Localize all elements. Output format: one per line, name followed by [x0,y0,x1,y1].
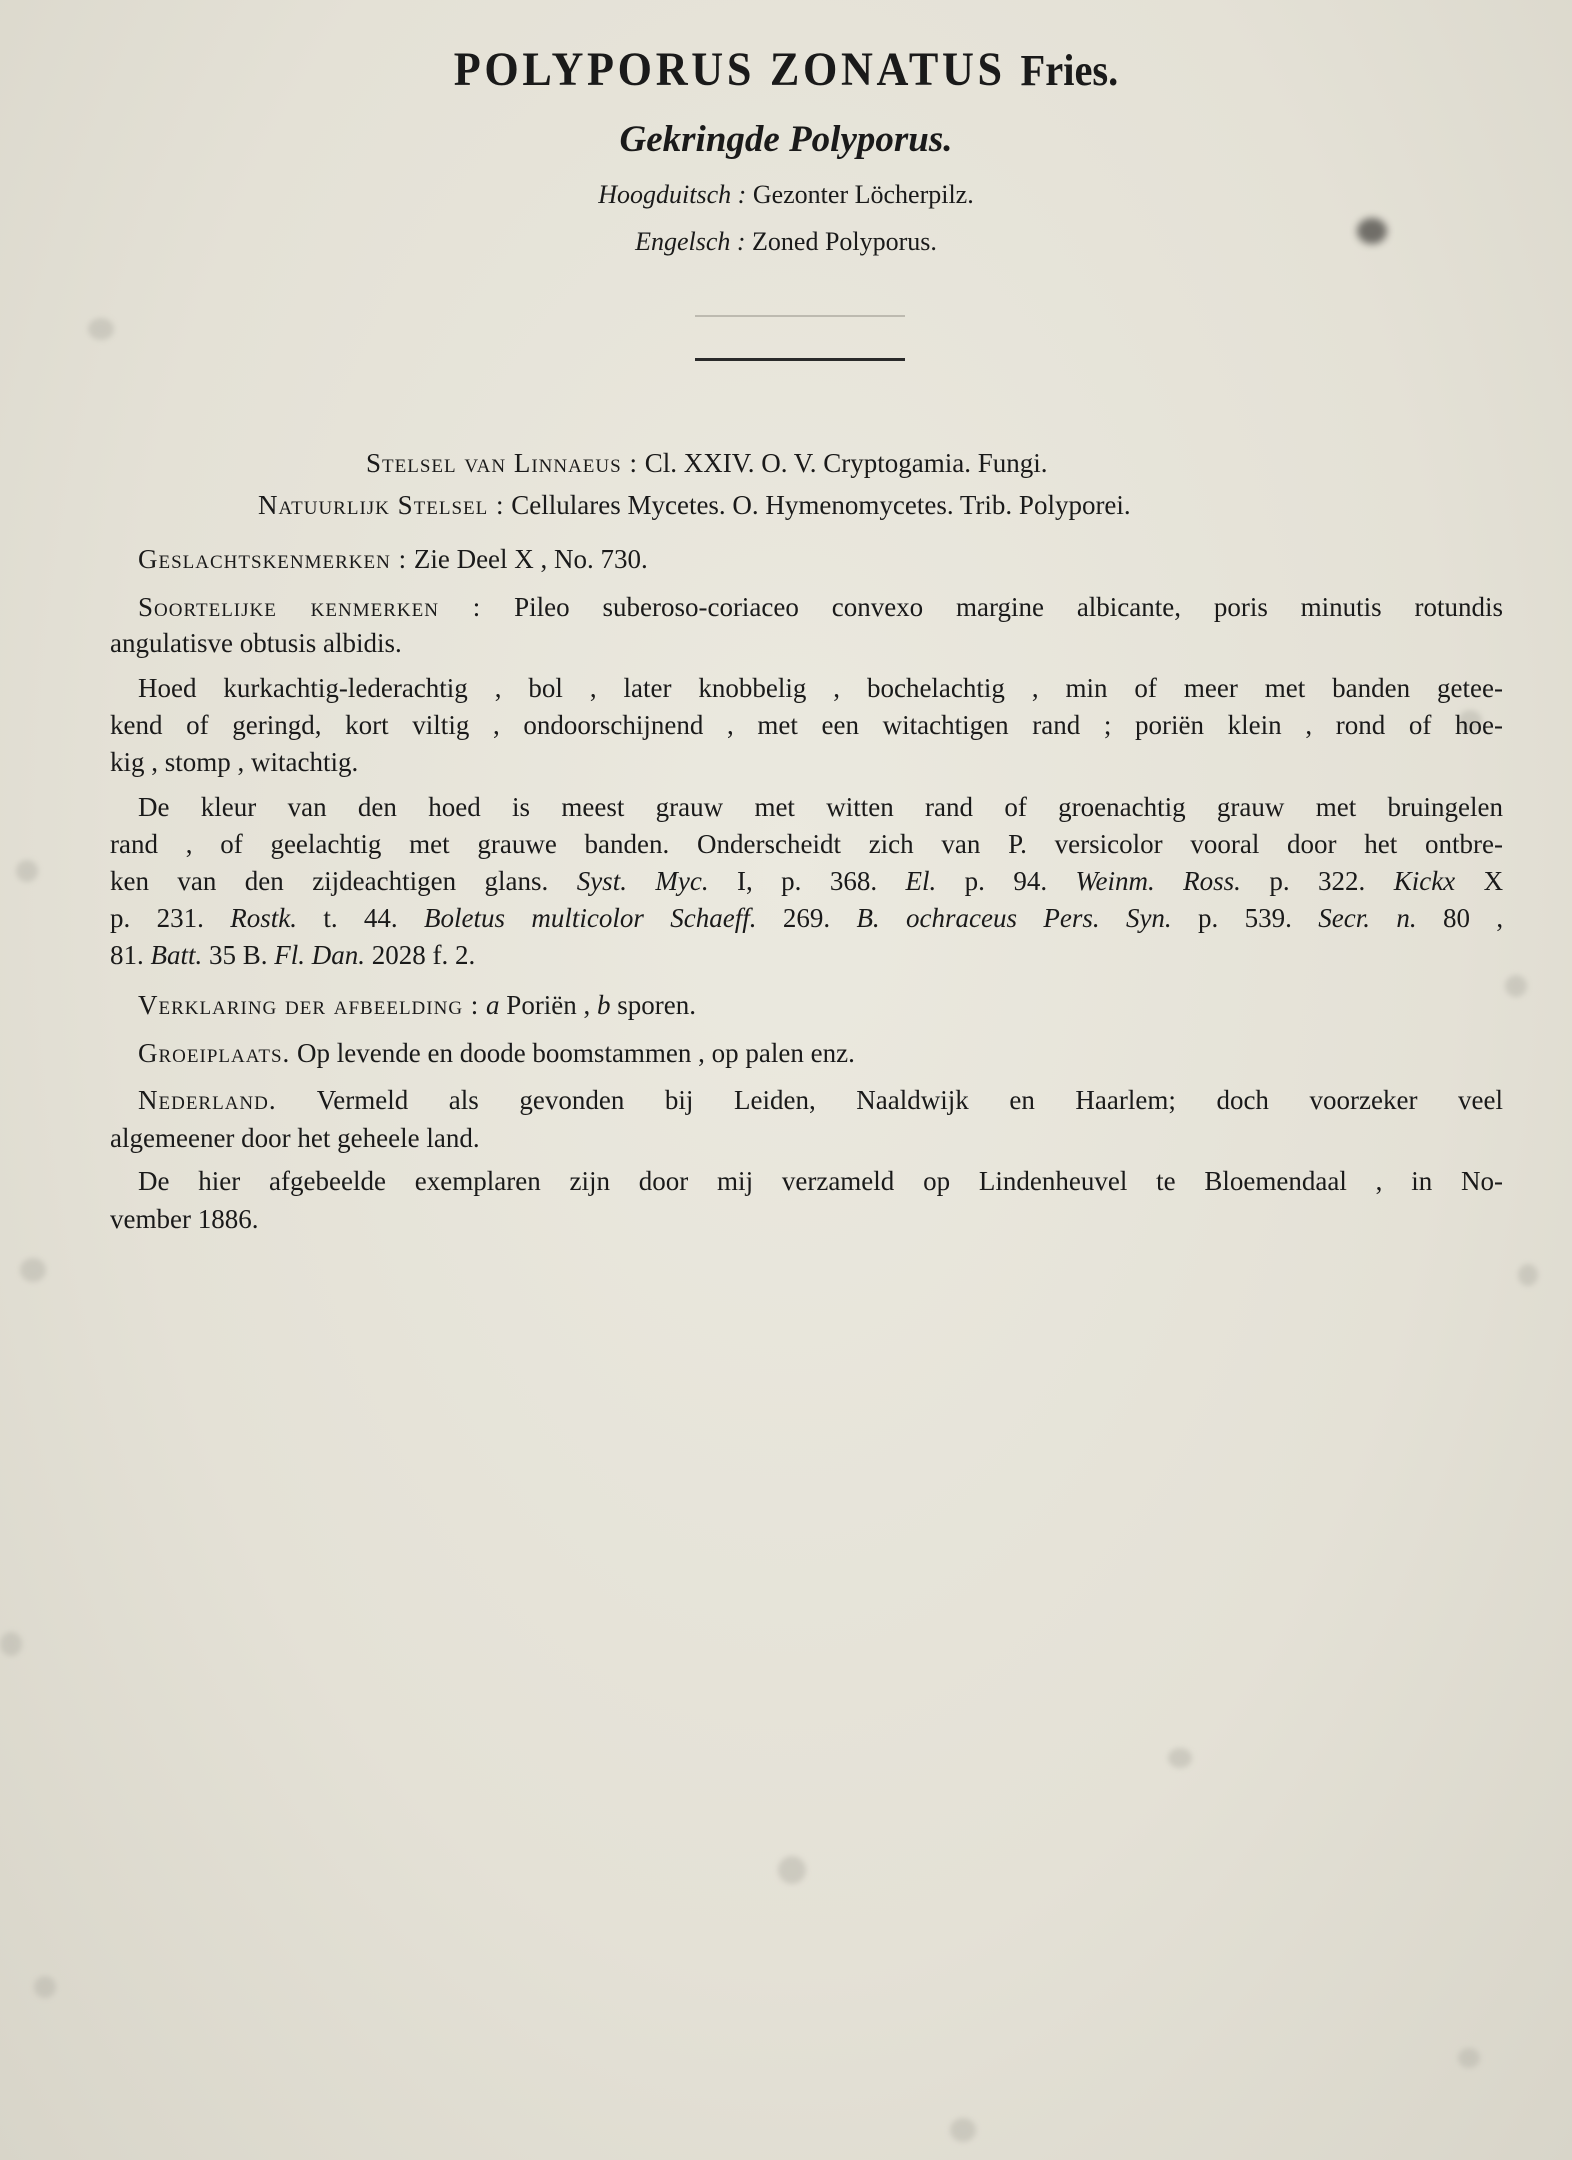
kleur-line-5 [110,940,475,971]
foxing-spot [1518,1264,1538,1286]
soortelijke-line-2: angulatisve obtusis albidis. [110,628,402,658]
verklaring-line [138,990,696,1021]
section-label: Natuurlijk Stelsel : [258,490,505,520]
citation: Syst. Myc. [576,866,709,896]
stelsel-linnaeus-line [366,448,1048,479]
page-title [63,42,1509,97]
divider [695,358,905,361]
citation: Kickx [1393,866,1456,896]
exemplaren-line-2: vember 1886. [110,1204,259,1234]
divider-faint [695,315,905,317]
section-label: Groeiplaats. [138,1038,291,1068]
common-name: Zoned Polyporus. [752,227,937,256]
text-fragment: 80 , [1442,903,1504,933]
author: Fries. [1020,46,1119,95]
foxing-spot [34,1976,56,1998]
text-fragment: I, p. 368. [737,866,878,896]
citation: Secr. n. [1318,903,1417,933]
citation: Batt. [150,940,203,970]
section-text: Zie Deel X , No. 730. [413,544,648,574]
common-name: Gezonter Löcherpilz. [752,180,974,209]
section-text: Op levende en doode boomstammen , op palen enz. [297,1038,855,1068]
kleur-line-1: De kleur van den hoed is meest grauw met witten rand of groenachtig grauw met bruingelen [138,792,1503,822]
text-fragment: p. 231. [110,903,204,933]
text-fragment: sporen. [617,990,697,1020]
text-fragment: 269. [782,903,831,933]
foxing-spot [0,1632,22,1656]
section-text: Vermeld als gevonden bij Leiden, Naaldwijk en Haarlem; doch voorzeker veel [316,1085,1504,1115]
foxing-spot [950,2118,976,2142]
text-fragment: X [1483,866,1504,896]
text-fragment: p. 539. [1198,903,1292,933]
figure-letter: b [597,990,611,1020]
section-text: Cellulares Mycetes. O. Hymenomycetes. Trib. Polyporei. [511,490,1131,520]
figure-letter: a [486,990,500,1020]
nederland-line-2: algemeener door het geheele land. [110,1123,480,1153]
foxing-spot [20,1258,46,1282]
geslachtskenmerken-line [138,544,648,575]
citation: Fl. Dan. [274,940,366,970]
nederland-line-1 [138,1085,1503,1116]
groeiplaats-line [138,1038,855,1069]
section-label: Geslachtskenmerken : [138,544,408,574]
text-fragment: 81. [110,940,144,970]
text-fragment: 35 B. [209,940,268,970]
foxing-spot [1505,975,1527,997]
lang-label: Hoogduitsch : [598,180,747,209]
text-fragment: Poriën , [506,990,591,1020]
citation: Boletus multicolor Schaeff. [424,903,757,933]
text-fragment: p. 322. [1269,866,1366,896]
foxing-spot [88,318,114,340]
german-name-row [0,180,1572,210]
section-label: Verklaring der afbeelding : [138,990,480,1020]
citation: Weinm. Ross. [1075,866,1241,896]
exemplaren-line-1: De hier afgebeelde exemplaren zijn door mij verzameld op Lindenheuvel te Bloemendaal , in No- [138,1166,1503,1196]
text-fragment: t. 44. [323,903,398,933]
foxing-spot [778,1856,806,1884]
text-fragment: p. 94. [964,866,1048,896]
citation: El. [905,866,937,896]
kleur-line-2: rand , of geelachtig met grauwe banden. Onderscheidt zich van P. versicolor vooral door het ontbre- [110,829,1503,859]
section-label: Nederland. [138,1085,277,1115]
section-text: Cl. XXIV. O. V. Cryptogamia. Fungi. [644,448,1048,478]
foxing-spot [1458,2048,1480,2068]
soortelijke-line-1 [138,592,1503,623]
natuurlijk-stelsel-line [258,490,1131,521]
hoed-line-3: kig , stomp , witachtig. [110,747,359,777]
foxing-spot [16,860,38,882]
citation: B. ochraceus Pers. Syn. [856,903,1172,933]
section-text: Pileo suberoso-coriaceo convexo margine albicante, poris minutis rotundis [514,592,1504,622]
text-fragment: ken van den zijdeachtigen glans. [110,866,549,896]
section-label: Soortelijke kenmerken : [138,592,482,622]
hoed-line-1: Hoed kurkachtig-lederachtig , bol , later knobbelig , bochelachtig , min of meer met banden getee- [138,673,1503,703]
kleur-line-4 [110,903,1503,934]
dutch-name: Gekringde Polyporus. [619,119,953,160]
section-label: Stelsel van Linnaeus : [366,448,638,478]
genus-species: POLYPORUS ZONATUS [453,43,1006,96]
kleur-line-3 [110,866,1503,897]
hoed-line-2: kend of geringd, kort viltig , ondoorschijnend , met een witachtigen rand ; poriën klein , rond of hoe- [110,710,1503,740]
lang-label: Engelsch : [635,227,746,256]
english-name-row [0,227,1572,257]
citation: Rostk. [230,903,297,933]
foxing-spot [1168,1748,1192,1768]
text-fragment: 2028 f. 2. [371,940,476,970]
